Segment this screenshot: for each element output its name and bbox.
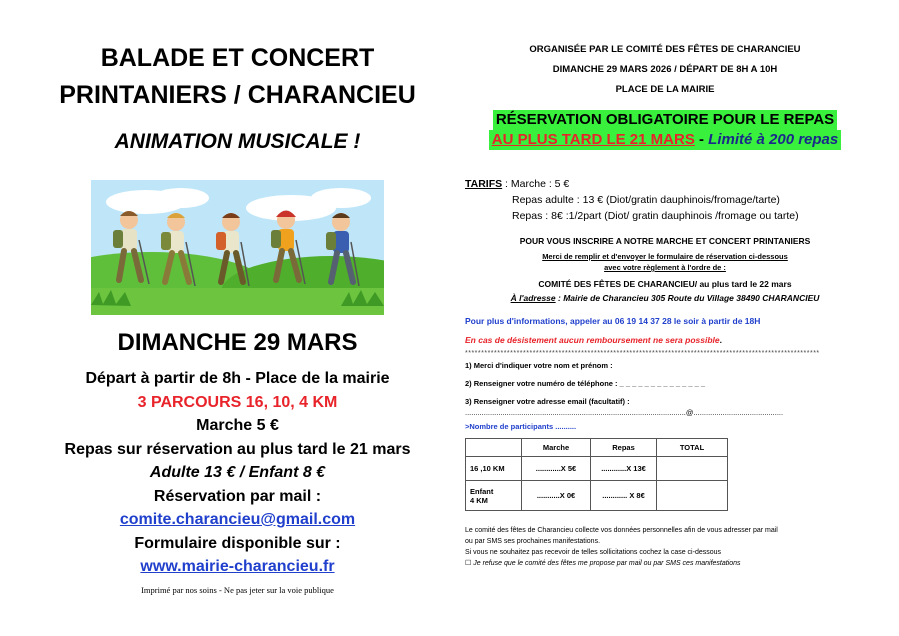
privacy-notice	[465, 525, 865, 569]
adult-total[interactable]	[657, 457, 728, 481]
row-label-adult: 16 ,10 KM	[466, 457, 522, 481]
cut-line-separator: **************************************************************************************************************	[465, 350, 820, 357]
walk-price: Marche 5 €	[196, 417, 279, 434]
registration-title: POUR VOUS INSCRIRE A NOTRE MARCHE ET CONCERT PRINTANIERS	[519, 236, 811, 246]
child-total[interactable]	[657, 481, 728, 511]
registration-instructions-2: avec votre règlement à l'ordre de :	[604, 263, 726, 272]
prices-adult-meal: Repas adulte : 13 € (Diot/gratin dauphinois/fromage/tarte)	[512, 194, 780, 206]
email-field-label[interactable]: 3) Renseigner votre adresse email (facultatif) :	[465, 397, 630, 406]
prices-walk-line	[465, 176, 865, 192]
child-walk-qty[interactable]: ...........X 0€	[522, 481, 591, 511]
contact-email-link[interactable]: comite.charancieu@gmail.com	[119, 511, 356, 528]
privacy-line-1: Le comité des fêtes de Charancieu collecte vos données personnelles afin de vous adresser par mail	[465, 527, 778, 534]
reservation-mandatory: RÉSERVATION OBLIGATOIRE POUR LE REPAS	[493, 110, 837, 130]
email-field-line[interactable]: ..........................................................................................................@...........................................	[465, 408, 784, 417]
table-header-cell	[466, 439, 522, 457]
flyer-left-column	[40, 40, 435, 595]
phone-field-label[interactable]: 2) Renseigner votre numéro de téléphone : _ _ _ _ _ _ _ _ _ _ _ _ _ _	[465, 379, 706, 388]
flyer-right-column	[465, 40, 865, 569]
table-row	[466, 457, 728, 481]
event-title-line-2: PRINTANIERS / CHARANCIEU	[59, 81, 416, 109]
order-table	[465, 438, 728, 511]
address-label: À l'adresse	[510, 293, 556, 303]
table-header-cell: TOTAL	[657, 439, 728, 457]
event-title-line-1: BALADE ET CONCERT	[100, 44, 375, 72]
table-header-row	[466, 439, 728, 457]
reservation-form	[465, 361, 865, 511]
postal-address	[465, 293, 865, 303]
routes-info: 3 PARCOURS 16, 10, 4 KM	[137, 393, 338, 411]
refusal-checkbox[interactable]: ☐	[465, 560, 472, 567]
event-date: DIMANCHE 29 MARS	[117, 329, 358, 356]
refusal-text: Je refuse que le comité des fêtes me propose par mail ou par SMS ces manifestations	[471, 560, 741, 567]
phone-contact: Pour plus d'informations, appeler au 06 19 14 37 28 le soir à partir de 18H	[465, 316, 761, 326]
reservation-limit: Limité à 200 repas	[708, 131, 839, 148]
registration-instructions-1: Merci de remplir et d'envoyer le formulaire de réservation ci-dessous	[542, 252, 788, 261]
row-label-child	[466, 481, 522, 511]
website-link[interactable]: www.mairie-charancieu.fr	[140, 558, 335, 575]
event-details	[40, 367, 435, 579]
reservation-banner	[465, 110, 865, 150]
reservation-deadline: AU PLUS TARD LE 21 MARS	[491, 131, 695, 148]
reservation-deadline-line	[489, 130, 842, 150]
prices-block	[465, 176, 865, 224]
meal-info: Repas sur réservation au plus tard le 21 mars	[64, 440, 411, 458]
table-row	[466, 481, 728, 511]
privacy-line-2: ou par SMS ses prochaines manifestations.	[465, 538, 601, 545]
form-available-label: Formulaire disponible sur :	[134, 534, 341, 552]
meal-prices: Adulte 13 € / Enfant 8 €	[149, 464, 326, 481]
payee-committee: COMITÉ DES FÊTES DE CHARANCIEU/ au plus tard le 22 mars	[538, 279, 792, 289]
prices-label: TARIFS	[465, 178, 503, 190]
hikers-illustration	[91, 180, 384, 315]
address-value: : Mairie de Charancieu 305 Route du Village 38490 CHARANCIEU	[555, 293, 820, 303]
adult-walk-qty[interactable]: ............X 5€	[522, 457, 591, 481]
departure-info: Départ à partir de 8h - Place de la mairie	[85, 370, 390, 387]
row-label-child-a: Enfant	[470, 486, 494, 496]
cancellation-dot: .	[719, 335, 722, 345]
table-header-cell: Repas	[591, 439, 657, 457]
child-meal-qty[interactable]: ............ X 8€	[591, 481, 657, 511]
prices-walk: : Marche : 5 €	[502, 178, 570, 190]
prices-child-meal: Repas : 8€ :1/2part (Diot/ gratin dauphinois /fromage ou tarte)	[512, 210, 799, 222]
reservation-dash: -	[694, 131, 709, 148]
adult-meal-qty[interactable]: ............X 13€	[591, 457, 657, 481]
privacy-line-3: Si vous ne souhaitez pas recevoir de telles sollicitations cochez la case ci-dessous	[465, 549, 722, 556]
cancellation-notice	[465, 335, 865, 345]
mail-booking-label: Réservation par mail :	[153, 487, 322, 505]
participants-count[interactable]: >Nombre de participants ..........	[465, 422, 577, 431]
printed-note: Imprimé par nos soins - Ne pas jeter sur la voie publique	[141, 584, 334, 595]
hikers-image	[91, 180, 384, 315]
table-header-cell: Marche	[522, 439, 591, 457]
name-field-label[interactable]: 1) Merci d'indiquer votre nom et prénom :	[465, 361, 613, 370]
registration-block	[465, 236, 865, 303]
place-line: PLACE DE LA MAIRIE	[615, 84, 715, 95]
date-departure-line: DIMANCHE 29 MARS 2026 / DÉPART DE 8H A 10H	[552, 64, 778, 75]
organiser-line: ORGANISÉE PAR LE COMITÉ DES FÊTES DE CHARANCIEU	[529, 44, 801, 55]
privacy-refusal	[465, 558, 865, 569]
row-label-child-b: 4 KM	[470, 495, 488, 505]
cancellation-text: En cas de désistement aucun remboursement ne sera possible	[465, 335, 720, 345]
event-subtitle: ANIMATION MUSICALE !	[114, 130, 361, 153]
